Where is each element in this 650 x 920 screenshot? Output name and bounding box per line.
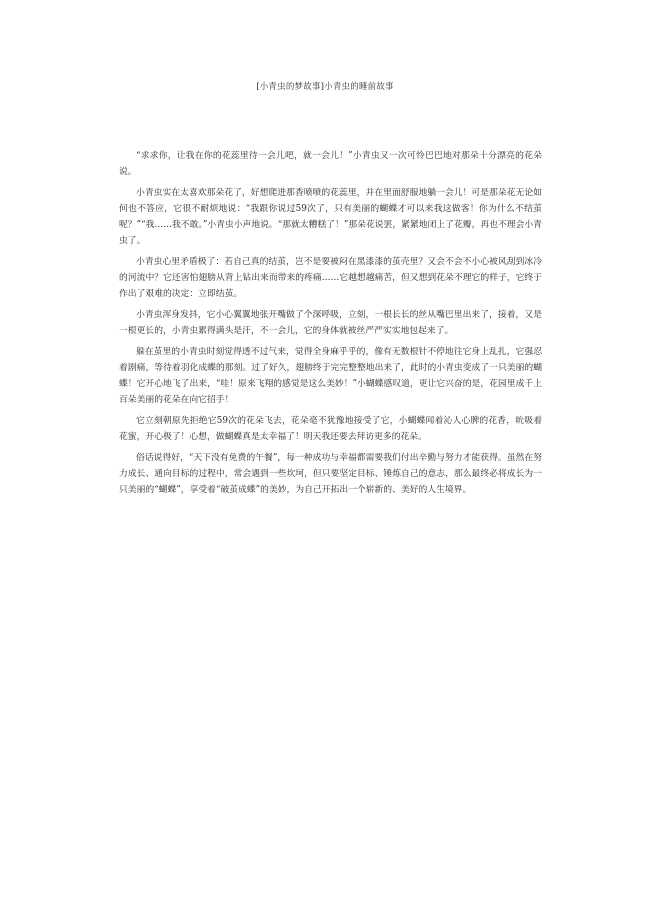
paragraph: 它立刻朝原先拒绝它59次的花朵飞去，花朵毫不犹豫地接受了它，小蝴蝶闻着沁人心脾的花香，吮吸着花蜜，开心极了！心想，做蝴蝶真是太幸福了！明天我还要去拜访更多的花朵。 bbox=[119, 416, 542, 442]
paragraph: 躲在茧里的小青虫时刻觉得透不过气来，觉得全身麻乎乎的，像有无数根针不停地往它身上乱扎，它强忍着剧痛，等待着羽化成蝶的那刻。过了好久，翅膀终于完完整整地出来了，此时的小青虫变成了一只美丽的蝴蝶！它开心地飞了出来，“哇！原来飞翔的感觉是这么美妙！”小蝴蝶感叹道，更让它兴奋的是，花园里成千上百朵美丽的花朵在向它招手！ bbox=[119, 347, 542, 405]
paragraph: 小青虫心里矛盾极了：若自己真的结茧，岂不是要被闷在黑漆漆的茧壳里？又会不会不小心被风刮到冰冷的河流中？它还害怕翅膀从背上钻出来而带来的疼痛……它越想越痛苦，但又想到花朵不理它的样子，它终于作出了艰难的决定：立即结茧。 bbox=[119, 257, 542, 299]
document-title: [小青虫的梦故事]小青虫的睡前故事 bbox=[256, 82, 394, 92]
paragraph: 小青虫实在太喜欢那朵花了，好想爬进那香喷喷的花蕊里，并在里面舒服地躺一会儿！可是那朵花无论如何也不答应，它很不耐烦地说：“我跟你说过59次了，只有美丽的蝴蝶才可以来我这做客！你为什么不结茧呢？”“我……我不敢。”小青虫小声地说。“那就太糟糕了！”那朵花说罢，紧紧地闭上了花瓣，再也不理会小青虫了。 bbox=[119, 188, 542, 246]
paragraph: 俗话说得好，“天下没有免费的午餐”，每一种成功与幸福都需要我们付出辛勤与努力才能获得。虽然在努力成长、通向目标的过程中，常会遇到一些坎坷，但只要坚定目标、锤炼自己的意志，那么最终必将成长为一只美丽的“蝴蝶”，享受着“破茧成蝶”的美妙，为自己开拓出一个崭新的、美好的人生境界。 bbox=[119, 453, 542, 495]
paragraph: “求求你，让我在你的花蕊里待一会儿吧，就一会儿！”小青虫又一次可怜巴巴地对那朵十分漂亮的花朵说。 bbox=[119, 151, 542, 177]
paragraph: 小青虫浑身发抖，它小心翼翼地张开嘴做了个深呼吸，立刻，一根长长的丝从嘴巴里出来了，接着，又是一根更长的，小青虫累得满头是汗，不一会儿，它的身体就被丝严严实实地包起来了。 bbox=[119, 310, 542, 336]
document-body bbox=[119, 148, 542, 503]
